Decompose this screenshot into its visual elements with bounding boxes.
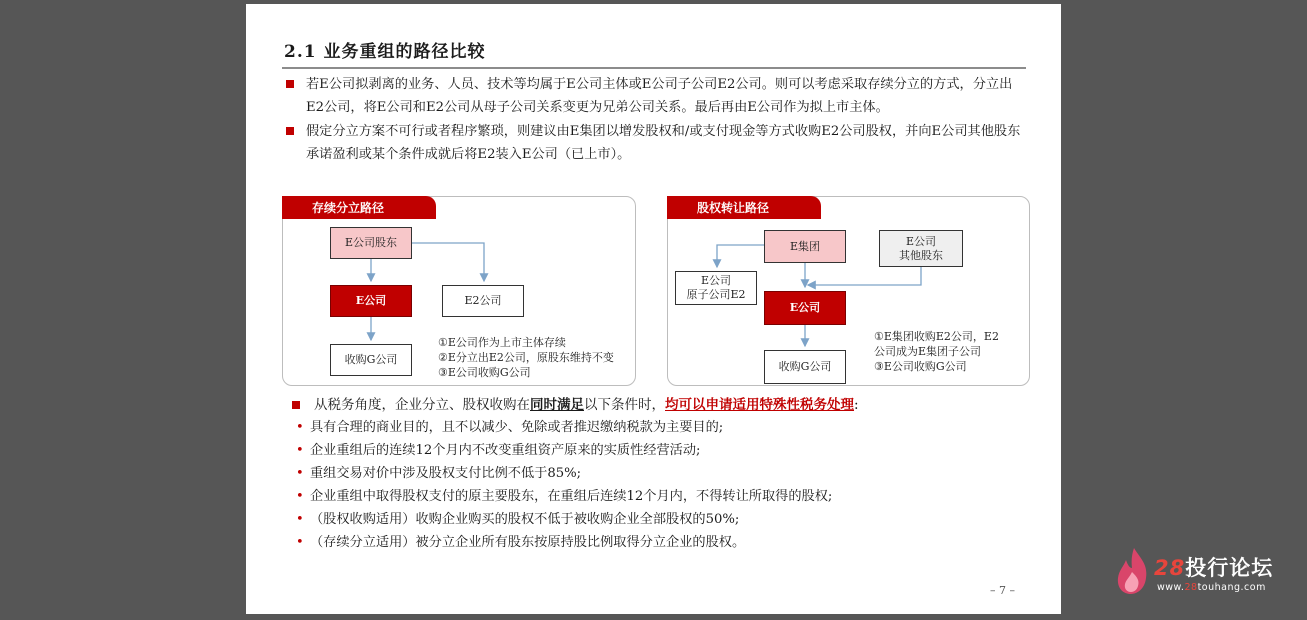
spin-off-path-panel [282, 196, 636, 386]
section-title: 2.1 业务重组的路径比较 [284, 42, 486, 62]
e-shareholders-box: E公司股东 [330, 227, 412, 259]
watermark-title: 28投行论坛 [1154, 556, 1274, 580]
equity-transfer-path-panel [667, 196, 1030, 386]
bullet-item: 若E公司拟剥离的业务、人员、技术等均属于E公司主体或E公司子公司E2公司。则可以考虑采取存续分立的方式，分立出E2公司，将E公司和E2公司从母子公司关系变更为兄弟公司关系。最后再由E公司作为拟上市主体。 [284, 73, 1026, 119]
flame-icon [1114, 546, 1152, 596]
acquire-g-box: 收购G公司 [764, 350, 846, 384]
tax-condition-item: • 企业重组后的连续12个月内不改变重组资产原来的实质性经营活动; [296, 443, 701, 458]
tax-condition-item: • （股权收购适用）收购企业购买的股权不低于被收购企业全部股权的50%; [296, 512, 740, 527]
acquire-g-box: 收购G公司 [330, 344, 412, 376]
e-company-box: E公司 [330, 285, 412, 317]
bullet-square-icon [292, 401, 300, 409]
e-group-box: E集团 [764, 230, 846, 263]
tax-conditions [290, 394, 1030, 554]
tax-condition-item: • （存续分立适用）被分立企业所有股东按原持股比例取得分立企业的股权。 [296, 535, 746, 550]
tax-condition-item: • 重组交易对价中涉及股权支付比例不低于85%; [296, 466, 582, 481]
document-page [246, 4, 1061, 614]
watermark-logo [1112, 544, 1302, 600]
spin-off-path-tab: 存续分立路径 [282, 196, 436, 219]
e-company-box: E公司 [764, 291, 846, 325]
bullet-item: 假定分立方案不可行或者程序繁琐，则建议由E集团以增发股权和/或支付现金等方式收购E2公司股权，并向E公司其他股东承诺盈利或某个条件成就后将E2装入E公司（已上市）。 [284, 120, 1026, 166]
e-other-shareholders-box: E公司 其他股东 [879, 230, 963, 267]
tax-conditions-heading: 从税务角度，企业分立、股权收购在同时满足以下条件时，均可以申请适用特殊性税务处理: [290, 394, 1030, 416]
bullet-square-icon [286, 80, 294, 88]
intro-bullets [284, 73, 1026, 166]
equity-transfer-path-tab: 股权转让路径 [667, 196, 821, 219]
e-former-subsidiary-e2-box: E公司 原子公司E2 [675, 271, 757, 305]
bullet-square-icon [286, 127, 294, 135]
watermark-url: www.28touhang.com [1157, 582, 1266, 593]
spin-off-notes: ①E公司作为上市主体存续 ②E分立出E2公司，原股东维持不变 ③E公司收购G公司 [438, 336, 614, 379]
page-number: – 7 – [990, 584, 1015, 597]
tax-condition-item: • 企业重组中取得股权支付的原主要股东，在重组后连续12个月内，不得转让所取得的股权; [296, 489, 833, 504]
title-divider [282, 67, 1026, 69]
equity-transfer-notes: ①E集团收购E2公司，E2 公司成为E集团子公司 ③E公司收购G公司 [874, 330, 999, 373]
tax-condition-item: • 具有合理的商业目的，且不以减少、免除或者推迟缴纳税款为主要目的; [296, 420, 724, 435]
e2-company-box: E2公司 [442, 285, 524, 317]
